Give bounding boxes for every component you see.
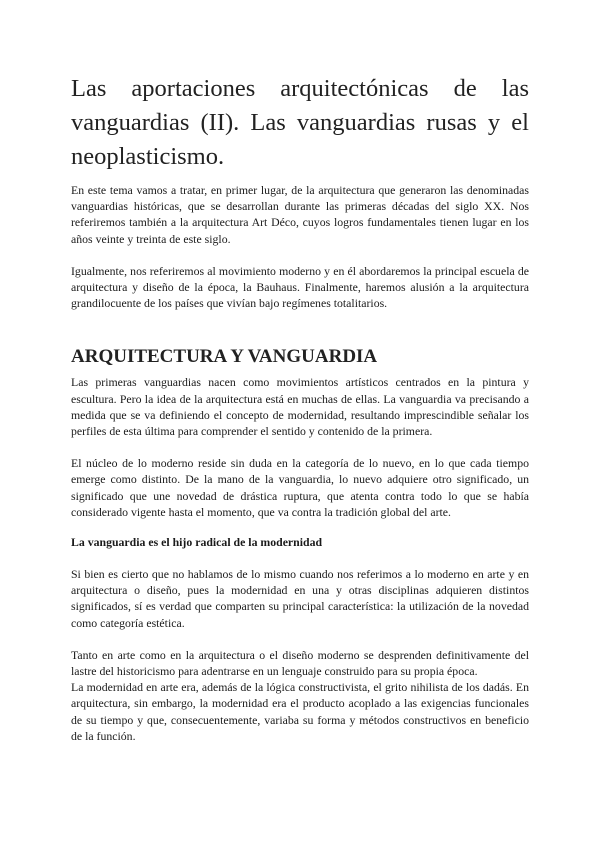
intro-paragraph: En este tema vamos a tratar, en primer lugar, de la arquitectura que generaron las denominadas vanguardias históricas, que se desarrollan durante las primeras décadas del siglo XX. Nos referiremos también a la arquitectura Art Déco, cuyos logros fundamentales tienen lugar en los años veinte y treinta de este siglo.	[71, 183, 529, 246]
subsection-heading: La vanguardia es el hijo radical de la modernidad	[71, 535, 323, 550]
subsection-paragraph: Si bien es cierto que no hablamos de lo mismo cuando nos referimos a lo moderno en arte y en arquitectura o diseño, pues la modernidad en una y otras disciplinas adquieren distintos significados, sí es verdad que comparten su principal característica: la utilización de la novedad como categoría estética.	[71, 567, 529, 630]
document-title: Las aportaciones arquitectónicas de las vanguardias (II). Las vanguardias rusas y el neoplasticismo.	[71, 75, 529, 170]
intro-paragraph: Igualmente, nos referiremos al movimiento moderno y en él abordaremos la principal escuela de arquitectura y diseño de la época, la Bauhaus. Finalmente, haremos alusión a la arquitectura grandilocuente de los países que vivían bajo regímenes totalitarios.	[71, 263, 529, 311]
subsection-paragraph: La modernidad en arte era, además de la lógica constructivista, el grito nihilista de los dadás. En arquitectura, sin embargo, la modernidad era el producto acoplado a las exigencias funcionales de su tiempo y que, consecuentemente, variaba su forma y métodos constructivos en beneficio de la función.	[71, 680, 529, 743]
document-page	[71, 72, 529, 744]
subsection-paragraph: Tanto en arte como en la arquitectura o el diseño moderno se desprenden definitivamente del lastre del historicismo para adentrarse en un lenguaje construido para su propia época.	[71, 647, 529, 679]
section-heading: ARQUITECTURA Y VANGUARDIA	[71, 346, 378, 368]
section-paragraph: Las primeras vanguardias nacen como movimientos artísticos centrados en la pintura y escultura. Pero la idea de la arquitectura está en muchas de ellas. La vanguardia va precisando a medida que se va definiendo el concepto de modernidad, resultando imprescindible señalar los perfiles de esta última para comprender el sentido y contenido de la primera.	[71, 375, 529, 439]
section-paragraph: El núcleo de lo moderno reside sin duda en la categoría de lo nuevo, en lo que cada tiempo emerge como distinto. De la mano de la vanguardia, lo nuevo adquiere otro significado, un significado que une novedad de drástica ruptura, que atenta contra todo lo que se había considerado vigente hasta el momento, que va contra la tradición global del arte.	[71, 456, 529, 519]
